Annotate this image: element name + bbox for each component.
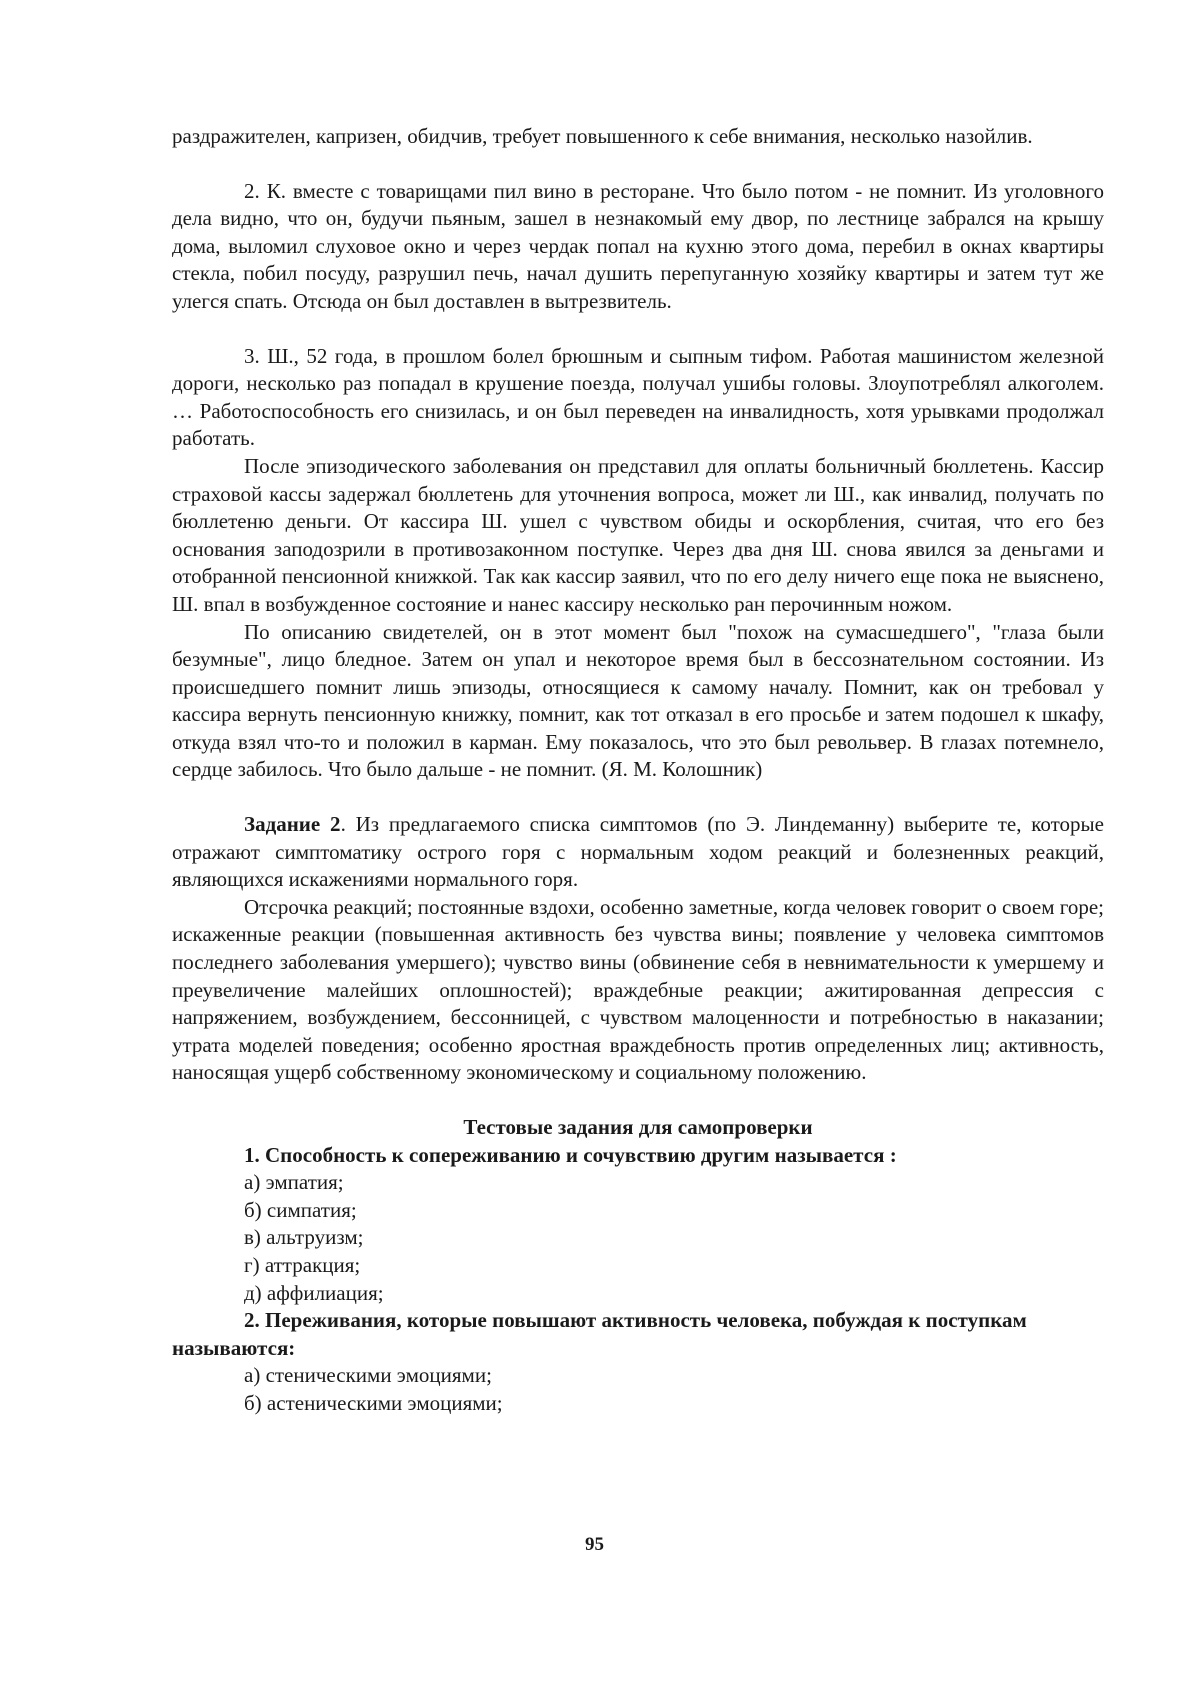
question-1-option: а) эмпатия; (244, 1170, 344, 1195)
question-1-option: в) альтруизм; (244, 1225, 364, 1250)
question-1-option: б) симпатия; (244, 1197, 357, 1222)
task-2-text: . Из предлагаемого списка симптомов (по Э. Линдеманну) выберите те, которые отражают симптоматику острого горя с нормальным ходом реакций и болезненных реакций, являющихся искажениями нормального горя. (172, 812, 1104, 892)
question-2-option: б) астеническими эмоциями; (244, 1390, 503, 1415)
case-2-paragraph: 2. К. вместе с товарищами пил вино в ресторане. Что было потом - не помнит. Из уголовного дела видно, что он, будучи пьяным, зашел в незнакомый ему двор, по лестнице забрался на крышу дома, выломил слуховое окно и через чердак попал на кухню этого дома, перебил в окнах квартиры стекла, побил посуду, разрушил печь, начал душить перепуганную хозяйку квартиры и затем тут же улегся спать. Отсюда он был доставлен в вытрезвитель. (172, 178, 1104, 313)
task-2-symptom-list: Отсрочка реакций; постоянные вздохи, особенно заметные, когда человек говорит о своем горе; искаженные реакции (повышенная активность без чувства вины; появление у человека симптомов последнего заболевания умершего); чувство вины (обвинение себя в невнимательности к умершему и преувеличение малейших оплошностей); враждебные реакции; ажитированная депрессия с напряжением, возбуждением, бессонницей, с чувством малоценности и потребностью в наказании; утрата моделей поведения; особенно яростная враждебность против определенных лиц; активность, наносящая ущерб собственному экономическому и социальному положению. (172, 894, 1104, 1085)
task-2-label: Задание 2 (244, 812, 341, 837)
question-1-option: г) аттракция; (244, 1252, 361, 1277)
task-2-paragraph (172, 811, 1104, 894)
tests-heading: Тестовые задания для самопроверки (463, 1115, 813, 1139)
case-3-paragraph-3: По описанию свидетелей, он в этот момент был "похож на сумасшедшего", "глаза были безумные", лицо бледное. Затем он упал и некоторое время был в бессознательном состоянии. Из происшедшего помнит лишь эпизоды, относящиеся к самому началу. Помнит, как он требовал у кассира вернуть пенсионную книжку, помнит, как тот отказал в его просьбе и затем подошел к шкафу, откуда взял что-то и положил в карман. Ему показалось, что это был револьвер. В глазах потемнело, сердце забилось. Что было дальше - не помнит. (Я. М. Колошник) (172, 619, 1104, 782)
question-2-options (172, 1362, 1104, 1417)
question-2-option: а) стеническими эмоциями; (244, 1363, 492, 1388)
case-3-paragraph-1: 3. Ш., 52 года, в прошлом болел брюшным и сыпным тифом. Работая машинистом железной дороги, несколько раз попадал в крушение поезда, получал ушибы головы. Злоупотреблял алкоголем. … Работоспособность его снизилась, и он был переведен на инвалидность, хотя урывками продолжал работать. (172, 343, 1104, 451)
question-1-options (172, 1169, 1104, 1307)
question-2: 2. Переживания, которые повышают активность человека, побуждая к поступкам называются: (172, 1308, 1027, 1360)
question-1-option: д) аффилиация; (244, 1280, 384, 1305)
document-page (172, 123, 1104, 1418)
question-1: 1. Способность к сопереживанию и сочувствию другим называется : (244, 1142, 897, 1167)
paragraph-intro: раздражителен, капризен, обидчив, требует повышенного к себе внимания, несколько назойлив. (172, 124, 1033, 148)
case-3-paragraph-2: После эпизодического заболевания он представил для оплаты больничный бюллетень. Кассир страховой кассы задержал бюллетень для уточнения вопроса, может ли Ш., как инвалид, получать по бюллетеню деньги. От кассира Ш. ушел с чувством обиды и оскорбления, считая, что его без основания заподозрили в противозаконном поступке. Через два дня Ш. снова явился за деньгами и отобранной пенсионной книжкой. Так как кассир заявил, что по его делу ничего еще пока не выяснено, Ш. впал в возбужденное состояние и нанес кассиру несколько ран перочинным ножом. (172, 453, 1104, 616)
page-number: 95 (585, 1534, 604, 1555)
